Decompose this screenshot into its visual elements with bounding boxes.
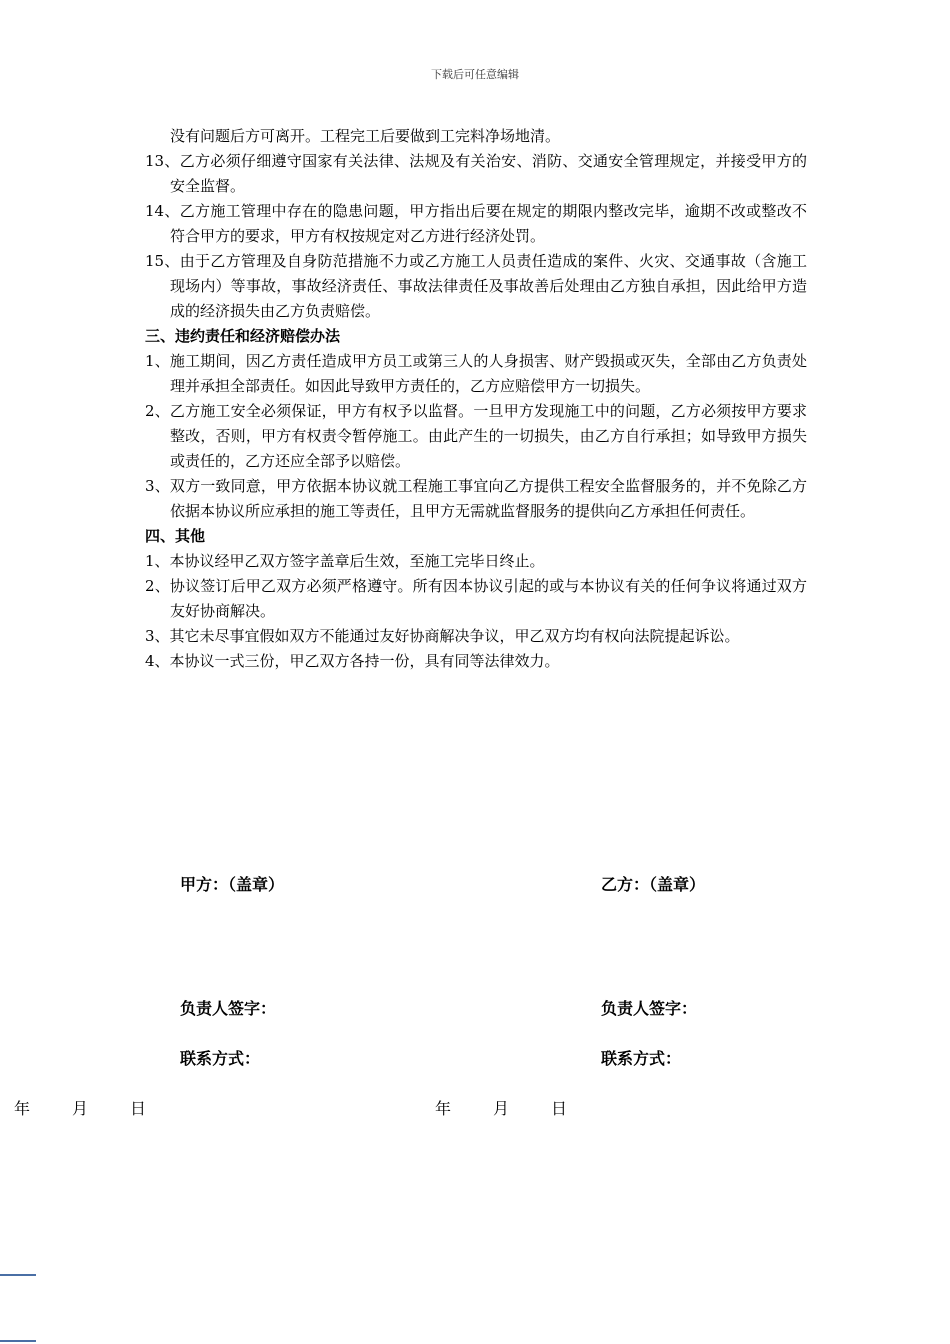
page-edge-mark-bottom xyxy=(0,1340,36,1342)
clause-12-continuation: 没有问题后方可离开。工程完工后要做到工完料净场地清。 xyxy=(170,127,561,145)
section-3-clause-3: 3、双方一致同意，甲方依据本协议就工程施工事宜向乙方提供工程安全监督服务的，并不免除乙方依据本协议所应承担的施工等责任，且甲方无需就监督服务的提供向乙方承担任何责任。 xyxy=(145,477,807,520)
section-3-clause-2: 2、乙方施工安全必须保证，甲方有权予以监督。一旦甲方发现施工中的问题，乙方必须按甲方要求整改，否则，甲方有权责令暂停施工。由此产生的一切损失，由乙方自行承担；如导致甲方损失或责任的，乙方还应全部予以赔偿。 xyxy=(145,402,807,470)
party-b-date-year: 年 xyxy=(435,1099,452,1118)
party-a-date xyxy=(14,1096,188,1119)
party-a-date-month: 月 xyxy=(72,1099,89,1118)
section-4-clause-1: 1、本协议经甲乙双方签字盖章后生效，至施工完毕日终止。 xyxy=(145,552,545,570)
party-a-contact-label: 联系方式： xyxy=(180,1049,261,1068)
party-b-date-day: 日 xyxy=(551,1099,568,1118)
party-a-date-day: 日 xyxy=(130,1099,147,1118)
party-b-responsible-signature-label: 负责人签字： xyxy=(601,999,698,1018)
page-edge-mark-top xyxy=(0,1274,36,1276)
section-4-clause-2: 2、协议签订后甲乙双方必须严格遵守。所有因本协议引起的或与本协议有关的任何争议将通过双方友好协商解决。 xyxy=(145,577,807,620)
party-b-seal-label: 乙方：（盖章） xyxy=(601,875,706,894)
clause-15: 15、由于乙方管理及自身防范措施不力或乙方施工人员责任造成的案件、火灾、交通事故（含施工现场内）等事故，事故经济责任、事故法律责任及事故善后处理由乙方独自承担，因此给甲方造成的经济损失由乙方负责赔偿。 xyxy=(145,252,807,320)
section-4-clause-4: 4、本协议一式三份，甲乙双方各持一份，具有同等法律效力。 xyxy=(145,652,560,670)
clause-14: 14、乙方施工管理中存在的隐患问题，甲方指出后要在规定的期限内整改完毕，逾期不改或整改不符合甲方的要求，甲方有权按规定对乙方进行经济处罚。 xyxy=(145,202,807,245)
section-4-clause-3: 3、其它未尽事宜假如双方不能通过友好协商解决争议，甲乙双方均有权向法院提起诉讼。 xyxy=(145,627,740,645)
header-note: 下载后可任意编辑 xyxy=(431,68,519,81)
party-a-responsible-signature-label: 负责人签字： xyxy=(180,999,277,1018)
party-a-date-year: 年 xyxy=(14,1099,31,1118)
party-b-date xyxy=(435,1096,609,1119)
party-b-contact-label: 联系方式： xyxy=(601,1049,682,1068)
section-3-heading: 三、违约责任和经济赔偿办法 xyxy=(145,327,341,345)
party-b-date-month: 月 xyxy=(493,1099,510,1118)
document-body xyxy=(145,124,807,674)
section-4-heading: 四、其他 xyxy=(145,527,206,545)
section-3-clause-1: 1、施工期间，因乙方责任造成甲方员工或第三人的人身损害、财产毁损或灭失，全部由乙方负责处理并承担全部责任。如因此导致甲方责任的，乙方应赔偿甲方一切损失。 xyxy=(145,352,807,395)
party-a-seal-label: 甲方：（盖章） xyxy=(180,875,285,894)
clause-13: 13、乙方必须仔细遵守国家有关法律、法规及有关治安、消防、交通安全管理规定，并接受甲方的安全监督。 xyxy=(145,152,807,195)
